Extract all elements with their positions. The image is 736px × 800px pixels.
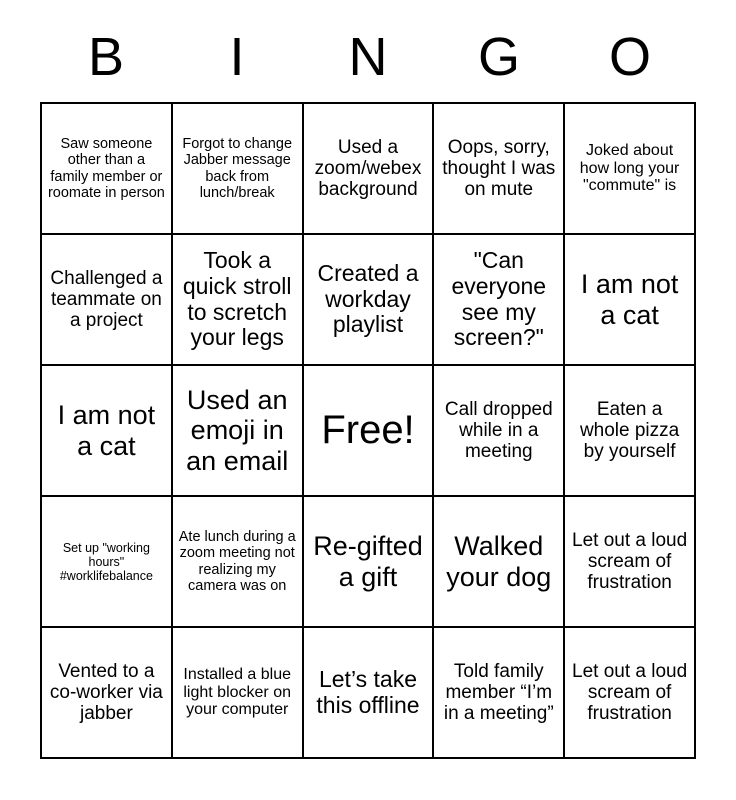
bingo-cell[interactable]: [433, 234, 564, 365]
bingo-cell[interactable]: [41, 234, 172, 365]
bingo-cell[interactable]: [564, 103, 695, 234]
bingo-cell-text: I am not a cat: [580, 269, 679, 330]
bingo-cell-text: Challenged a teammate on a project: [50, 267, 163, 332]
bingo-row: [41, 103, 695, 234]
bingo-cell[interactable]: [41, 365, 172, 496]
bingo-row: [41, 234, 695, 365]
bingo-cell-text: Call dropped while in a meeting: [444, 398, 553, 463]
bingo-grid: [40, 102, 696, 759]
bingo-header: [41, 26, 695, 88]
bingo-cell-text: Set up "working hours" #worklifebalance: [59, 540, 153, 583]
bingo-cell[interactable]: [564, 627, 695, 758]
bingo-cell[interactable]: [564, 234, 695, 365]
bingo-cell[interactable]: [172, 234, 303, 365]
bingo-cell-text: Walked your dog: [446, 531, 552, 592]
bingo-cell-text: Created a workday playlist: [317, 259, 419, 338]
bingo-cell-text: Vented to a co-worker via jabber: [49, 660, 163, 725]
bingo-cell[interactable]: [303, 103, 434, 234]
bingo-cell-text: Forgot to change Jabber message back from lunch/break: [182, 136, 293, 201]
header-letter-b: B: [87, 27, 125, 87]
bingo-cell-text: Joked about how long your "commute" is: [579, 141, 680, 195]
header-letter-o: O: [608, 27, 651, 87]
bingo-cell[interactable]: [172, 627, 303, 758]
bingo-cell[interactable]: [172, 103, 303, 234]
bingo-cell-text: Ate lunch during a zoom meeting not realizing my camera was on: [178, 529, 296, 594]
bingo-cell[interactable]: [172, 496, 303, 627]
bingo-cell-text: Re-gifted a gift: [313, 531, 423, 592]
header-letter-n: N: [348, 27, 388, 87]
bingo-cell[interactable]: [41, 103, 172, 234]
bingo-cell[interactable]: [433, 627, 564, 758]
bingo-row: [41, 365, 695, 496]
bingo-cell[interactable]: [172, 365, 303, 496]
header-letter-g: G: [477, 27, 520, 87]
bingo-cell[interactable]: [433, 365, 564, 496]
bingo-row: [41, 496, 695, 627]
bingo-cell[interactable]: [303, 627, 434, 758]
bingo-cell-text: Let out a loud scream of frustration: [572, 660, 688, 725]
bingo-cell[interactable]: [41, 496, 172, 627]
bingo-cell[interactable]: [433, 496, 564, 627]
bingo-cell-text: Used a zoom/webex background: [314, 136, 422, 201]
bingo-cell-text: "Can everyone see my screen?": [451, 247, 547, 351]
bingo-cell[interactable]: [303, 234, 434, 365]
bingo-cell-text: Oops, sorry, thought I was on mute: [442, 136, 556, 201]
bingo-cell-text: Let’s take this offline: [316, 665, 420, 718]
bingo-cell-text: Told family member “I’m in a meeting”: [443, 660, 554, 725]
header-letter-i: I: [229, 27, 245, 87]
bingo-row: [41, 627, 695, 758]
bingo-cell-free[interactable]: [303, 365, 434, 496]
bingo-cell-text: Saw someone other than a family member or roomate in person: [47, 136, 165, 201]
bingo-cell[interactable]: [433, 103, 564, 234]
bingo-cell-text: Took a quick stroll to scretch your legs: [182, 247, 292, 351]
bingo-cell-text: Installed a blue light blocker on your computer: [183, 665, 292, 719]
bingo-cell-text: Eaten a whole pizza by yourself: [579, 398, 680, 463]
bingo-cell[interactable]: [303, 496, 434, 627]
bingo-cell-text: Let out a loud scream of frustration: [572, 529, 688, 594]
bingo-cell-text: Used an emoji in an email: [186, 385, 289, 476]
bingo-cell-text: I am not a cat: [57, 400, 156, 461]
bingo-cell[interactable]: [41, 627, 172, 758]
bingo-cell[interactable]: [564, 496, 695, 627]
bingo-cell[interactable]: [564, 365, 695, 496]
bingo-free-text: Free!: [321, 408, 415, 453]
